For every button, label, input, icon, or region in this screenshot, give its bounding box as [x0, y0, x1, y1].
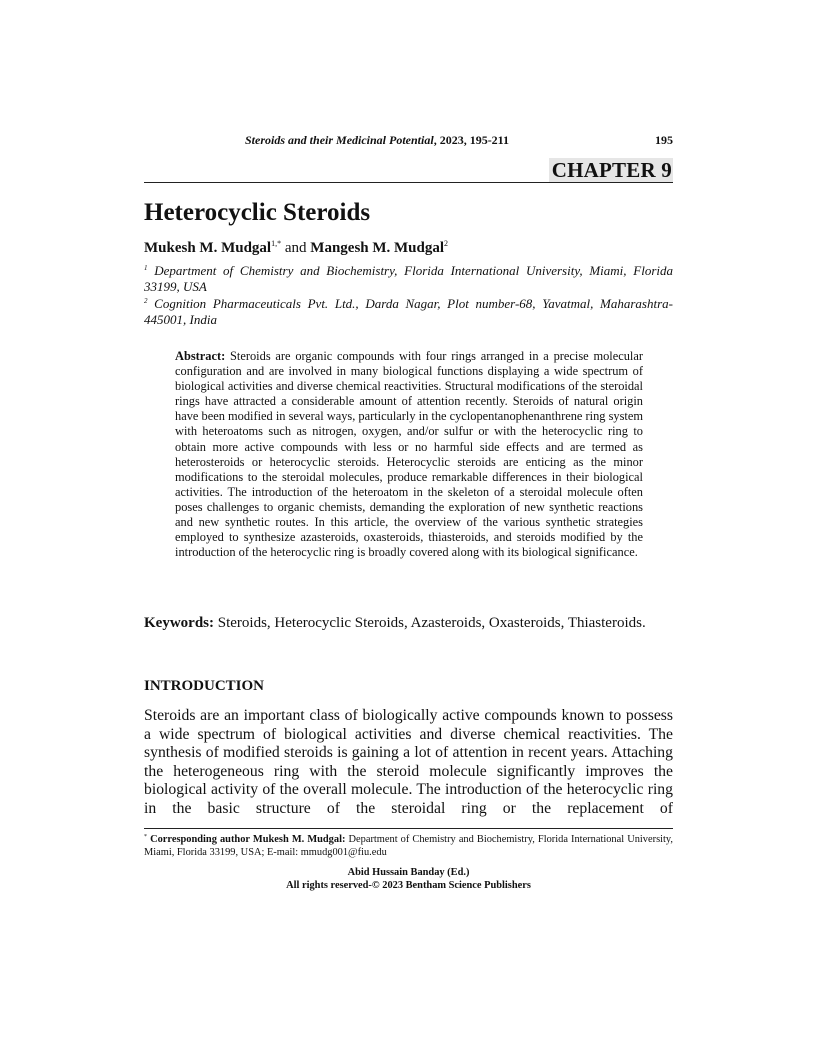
abstract: [175, 349, 643, 560]
affiliation-mark: 2: [144, 297, 148, 305]
article-title: Heterocyclic Steroids: [144, 199, 371, 226]
copyright-notice: All rights reserved-© 2023 Bentham Science Publishers: [286, 880, 531, 891]
affiliation: [144, 293, 673, 328]
keywords-text: Steroids, Heterocyclic Steroids, Azasteroids, Oxasteroids, Thiasteroids.: [217, 615, 646, 631]
author-line: [144, 235, 448, 257]
book-title: Steroids and their Medicinal Potential: [245, 133, 434, 147]
running-head: [144, 133, 673, 149]
keywords-label: Keywords:: [144, 615, 214, 631]
section-heading-introduction: INTRODUCTION: [144, 678, 265, 694]
corresponding-author-footnote: [144, 831, 673, 859]
author-affiliation-mark: 1,*: [271, 239, 282, 248]
affiliation-text: Department of Chemistry and Biochemistry, Florida International University, Miami, Florida 33199, USA: [144, 263, 673, 294]
book-citation: , 2023, 195-211: [433, 133, 510, 147]
author-affiliation-mark: 2: [444, 239, 449, 248]
chapter-label: CHAPTER 9: [549, 158, 673, 182]
author-joiner: and: [281, 240, 311, 256]
introduction-paragraph: Steroids are an important class of biologically active compounds known to possess a wide spectrum of biological activities and diverse chemical reactivities. The synthesis of modified steroids is gaining a lot of attention in recent years. Attaching the heterogeneous ring with the steroid molecule significantly improves the biological activity of the overall molecule. The introduction of the heterocyclic ring in the basic structure of the steroidal ring or the replacement of: [144, 707, 673, 817]
affiliation-text: Cognition Pharmaceuticals Pvt. Ltd., Darda Nagar, Plot number-68, Yavatmal, Maharashtra-445001, India: [144, 296, 673, 327]
editor-credit: Abid Hussain Banday (Ed.): [347, 867, 470, 878]
footnote-label: Corresponding author Mukesh M. Mudgal:: [150, 834, 346, 845]
footnote-text: Department of Chemistry and Biochemistry, Florida International University, Miami, Florida 33199, USA; E-mail: mmudg001@fiu.edu: [144, 834, 673, 858]
affiliation-mark: 1: [144, 264, 148, 272]
author-name: Mukesh M. Mudgal: [144, 240, 272, 256]
abstract-text: Steroids are organic compounds with four rings arranged in a precise molecular configuration and are involved in many biological functions displaying a wide spectrum of biological activities and diverse chemical reactivities. Structural modifications of the steroidal rings have attracted a considerable amount of attention recently. Steroids of natural origin have been modified in several ways, particularly in the cyclopentanophenanthrene ring system with heteroatoms such as nitrogen, oxygen, and/or sulfur or with the heterocyclic ring to obtain more active compounds with less or no harmful side effects and are termed as heterosteroids or heterocyclic steroids. Heterocyclic steroids are enticing as the minor modifications to the steroidal molecules, produce remarkable differences in their biological activities. The introduction of the heteroatom in the skeleton of a steroidal molecule often poses challenges to organic chemists, demanding the exploration of new synthetic reactions and new synthetic routes. In this article, the overview of the various synthetic strategies employed to synthesize azasteroids, oxasteroids, thiasteroids, and steroids modified by the introduction of the heterocyclic ring is broadly covered along with its biological significance.: [175, 349, 643, 560]
affiliation: [144, 260, 673, 295]
chapter-divider: [144, 182, 673, 183]
footnote-mark: *: [144, 834, 147, 840]
keywords: [144, 614, 673, 632]
running-title: [245, 133, 509, 148]
abstract-label: Abstract:: [175, 349, 226, 363]
page-number: 195: [655, 133, 673, 147]
author-name: Mangesh M. Mudgal: [310, 240, 445, 256]
footnote-divider: [144, 828, 673, 829]
